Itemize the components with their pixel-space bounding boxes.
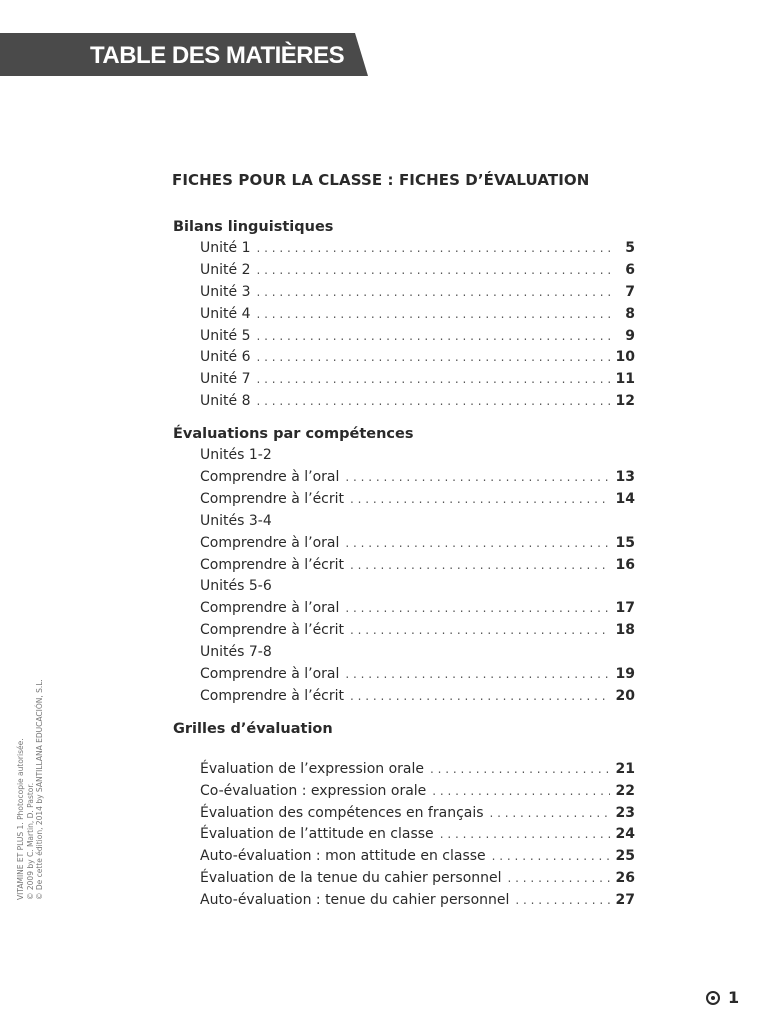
entry-label: Comprendre à l’oral (200, 534, 340, 551)
toc-entry-unite-3[interactable] (173, 282, 635, 304)
dot-leader (490, 803, 610, 825)
dot-leader (256, 238, 611, 260)
entry-page: 22 (615, 782, 635, 799)
toc-entry-ecrit-5-6[interactable] (173, 620, 635, 642)
entry-label: Comprendre à l’écrit (200, 687, 345, 704)
dot-leader (345, 467, 609, 489)
dot-leader (256, 391, 609, 413)
toc-entry-unite-7[interactable] (173, 369, 635, 391)
toc-entry-ecrit-3-4[interactable] (173, 555, 635, 577)
entry-label: Comprendre à l’écrit (200, 490, 345, 507)
entry-page: 5 (625, 240, 635, 256)
entry-label: Co-évaluation : expression orale (200, 782, 427, 799)
toc-entry-grille-25[interactable] (173, 846, 635, 868)
dot-leader (515, 890, 609, 912)
entry-label: Unité 5 (200, 327, 251, 344)
entry-page: 13 (615, 469, 635, 486)
entry-label: Comprendre à l’écrit (200, 556, 345, 573)
entry-page: 7 (625, 283, 635, 300)
toc-entry-unite-4[interactable] (173, 304, 635, 326)
toc-entry-grille-26[interactable] (173, 868, 635, 890)
entry-label: Comprendre à l’écrit (200, 622, 345, 639)
copyright-credits (16, 679, 45, 900)
entry-page: 26 (615, 870, 635, 887)
dot-leader (345, 533, 609, 555)
entry-label: Unité 3 (200, 283, 251, 300)
evaluations-heading: Évaluations par compétences (173, 426, 414, 443)
toc-entry-grille-22[interactable] (173, 781, 635, 803)
dot-leader (430, 759, 610, 781)
dot-leader (256, 369, 609, 391)
entry-page: 16 (615, 556, 635, 573)
credit-line: VITAMINE ET PLUS 1. Photocopie autorisée. (16, 738, 25, 900)
subgroup-title: Unités 5-6 (200, 578, 272, 595)
entry-page: 20 (615, 687, 635, 704)
dot-leader (508, 868, 610, 890)
entry-page: 27 (615, 892, 635, 909)
dot-leader (432, 781, 609, 803)
toc-entry-grille-23[interactable] (173, 803, 635, 825)
toc-entry-ecrit-1-2[interactable] (173, 489, 635, 511)
dot-leader (350, 489, 610, 511)
bilans-heading: Bilans linguistiques (173, 219, 334, 235)
toc-entry-unite-1[interactable] (173, 238, 635, 260)
dot-leader (256, 326, 611, 348)
toc-entry-oral-7-8[interactable] (173, 664, 635, 686)
toc-entry-oral-1-2[interactable] (173, 467, 635, 489)
credit-line: © De cette édition, 2014 by SANTILLANA EDUCACIÓN, S.L. (35, 679, 44, 900)
dot-leader (256, 260, 611, 282)
entry-page: 9 (625, 327, 635, 344)
toc-entry-grille-27[interactable] (173, 890, 635, 912)
page-title: TABLE DES MATIÈRES (90, 42, 345, 69)
subgroup-title: Unités 3-4 (200, 512, 272, 529)
page-number: 1 (728, 988, 740, 1007)
entry-page: 6 (625, 261, 635, 278)
dot-leader (256, 304, 611, 326)
toc-entry-grille-21[interactable] (173, 759, 635, 781)
dot-leader (256, 282, 611, 304)
entry-page: 17 (615, 600, 635, 617)
dot-leader (256, 347, 609, 369)
entry-label: Unité 8 (200, 393, 251, 410)
toc-entry-unite-8[interactable] (173, 391, 635, 413)
toc-entry-oral-3-4[interactable] (173, 533, 635, 555)
entry-page: 21 (615, 760, 635, 777)
dot-leader (440, 824, 610, 846)
entry-label: Évaluation de l’expression orale (200, 760, 424, 777)
dot-leader (492, 846, 610, 868)
dot-leader (350, 686, 610, 708)
credit-line: © 2009 by C. Martin, D. Pastor. (25, 782, 35, 900)
entry-label: Comprendre à l’oral (200, 600, 340, 617)
section-title: FICHES POUR LA CLASSE : FICHES D’ÉVALUATION (172, 171, 590, 189)
entry-label: Évaluation de la tenue du cahier personnel (200, 870, 502, 887)
dot-leader (350, 620, 610, 642)
toc-entry-unite-5[interactable] (173, 326, 635, 348)
entry-label: Unité 4 (200, 305, 251, 322)
entry-label: Auto-évaluation : tenue du cahier personnel (200, 892, 510, 909)
entry-label: Unité 1 (200, 240, 251, 256)
table-of-contents (173, 216, 635, 912)
entry-page: 10 (615, 349, 635, 366)
dot-leader (345, 664, 609, 686)
entry-page: 19 (615, 666, 635, 683)
page-footer (706, 988, 739, 1007)
entry-label: Unité 2 (200, 261, 251, 278)
dot-leader (350, 555, 610, 577)
entry-page: 15 (615, 534, 635, 551)
entry-page: 14 (615, 490, 635, 507)
entry-label: Auto-évaluation : mon attitude en classe (200, 848, 486, 865)
entry-page: 8 (625, 305, 635, 322)
page-marker-icon (706, 991, 720, 1005)
toc-entry-ecrit-7-8[interactable] (173, 686, 635, 708)
grilles-heading: Grilles d’évaluation (173, 720, 333, 737)
entry-page: 23 (615, 804, 635, 821)
entry-label: Comprendre à l’oral (200, 666, 340, 683)
toc-entry-oral-5-6[interactable] (173, 598, 635, 620)
entry-page: 18 (615, 622, 635, 639)
entry-label: Unité 7 (200, 371, 251, 388)
entry-page: 11 (615, 371, 635, 388)
dot-leader (345, 598, 609, 620)
entry-label: Comprendre à l’oral (200, 469, 340, 486)
toc-entry-unite-6[interactable] (173, 347, 635, 369)
entry-label: Évaluation de l’attitude en classe (200, 826, 434, 843)
toc-entry-unite-2[interactable] (173, 260, 635, 282)
subgroup-title: Unités 1-2 (200, 447, 272, 464)
entry-page: 25 (615, 848, 635, 865)
entry-page: 12 (615, 393, 635, 410)
subgroup-title: Unités 7-8 (200, 644, 272, 661)
entry-label: Évaluation des compétences en français (200, 804, 484, 821)
entry-page: 24 (615, 826, 635, 843)
entry-label: Unité 6 (200, 349, 251, 366)
toc-entry-grille-24[interactable] (173, 824, 635, 846)
